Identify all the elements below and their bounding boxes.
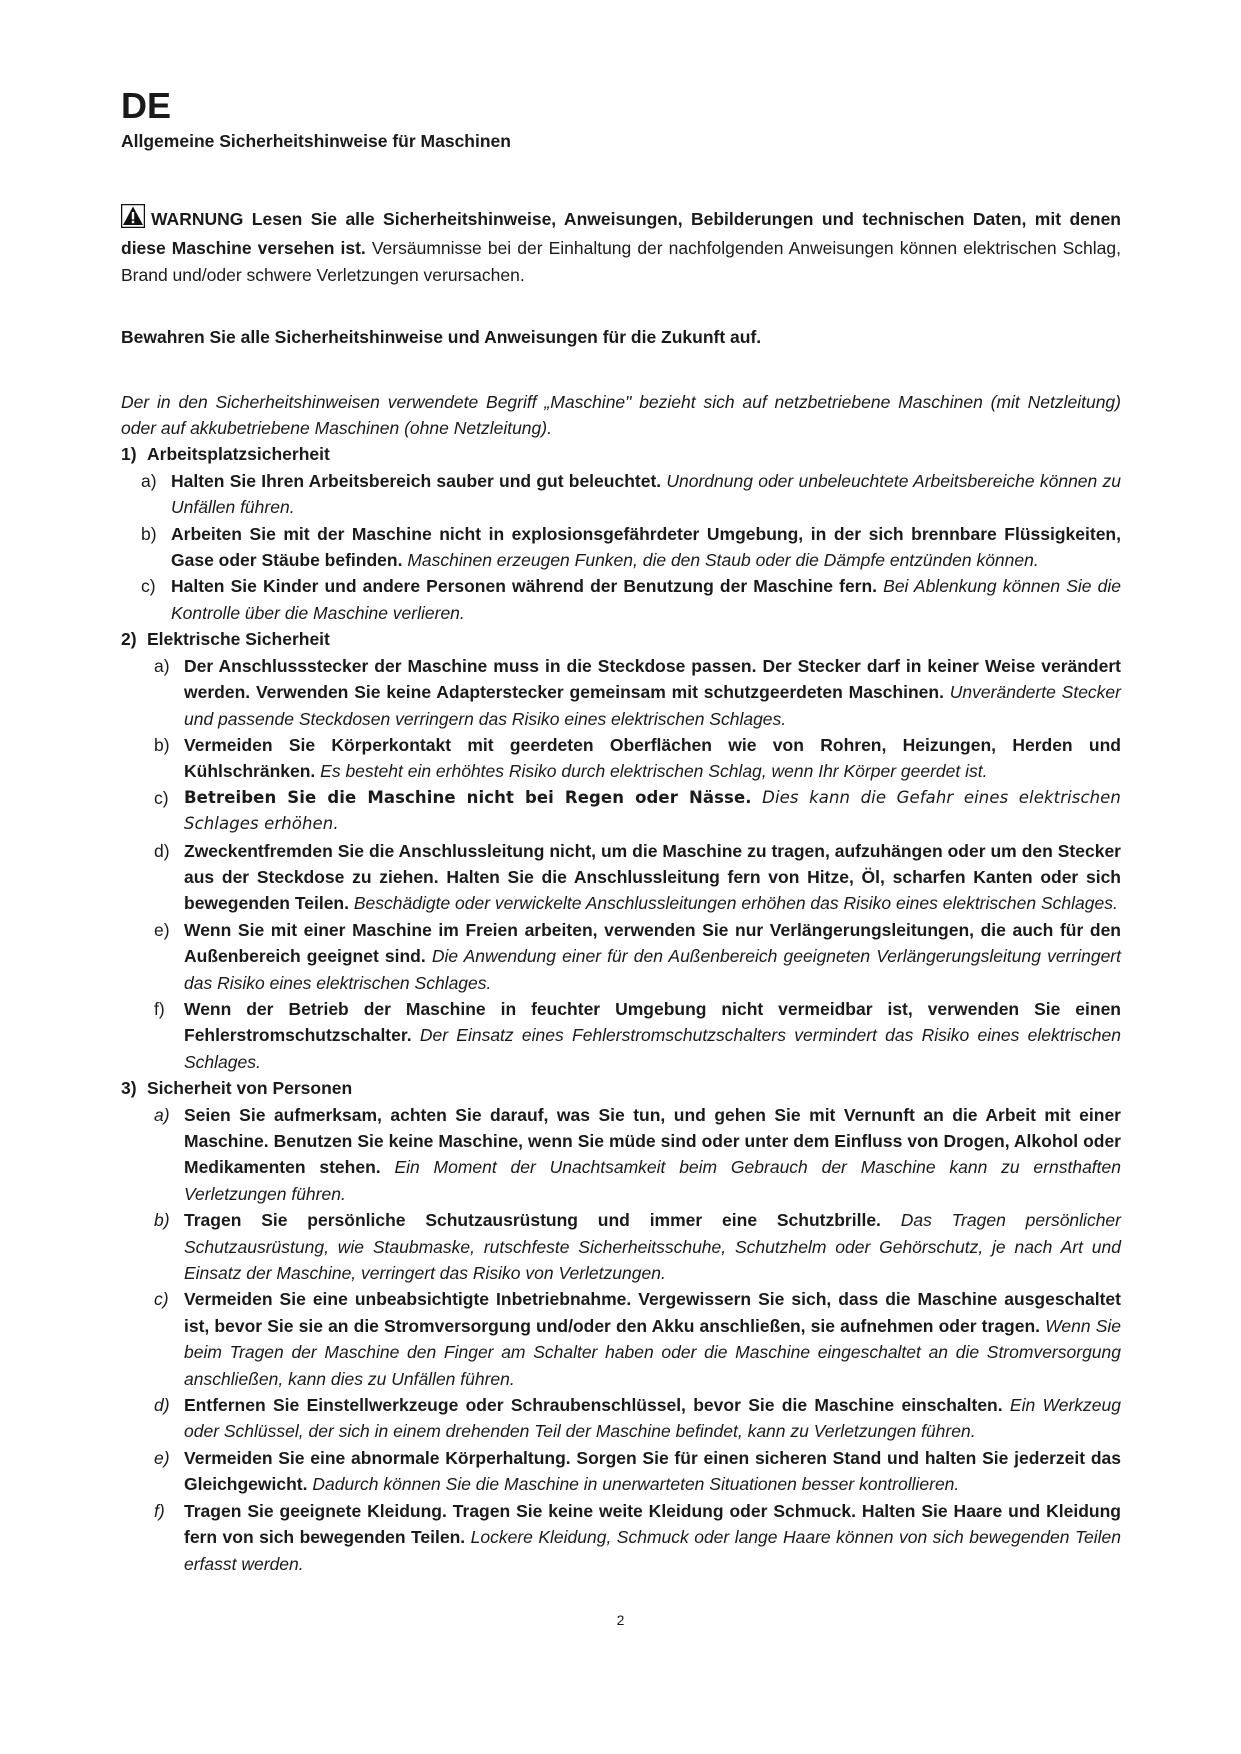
warning-normal-text: Versäumnisse bei der Einhaltung der nachfolgenden Anweisungen können elektrischen Schlag, Brand und/oder schwere Verletzungen verursachen. — [121, 238, 1121, 285]
list-item — [121, 521, 1121, 574]
list-item — [121, 1207, 1121, 1286]
item-letter: f) — [154, 998, 165, 1019]
item-letter: b) — [141, 523, 157, 544]
item-text — [184, 785, 1121, 838]
list-item — [121, 653, 1121, 732]
section-title-text: Elektrische Sicherheit — [147, 629, 330, 650]
item-bold-text: Vermeiden Sie Körperkontakt mit geerdeten Oberflächen wie von Rohren, Heizungen, Herden und Kühlschränken. — [184, 734, 1121, 782]
item-letter: b) — [154, 734, 170, 755]
item-bold-text: Vermeiden Sie eine unbeabsichtigte Inbetriebnahme. Vergewissern Sie sich, dass die Maschine ausgeschaltet ist, bevor Sie sie an die Stromversorgung und/oder den Akku anschließen, sie aufnehmen oder tragen. — [184, 1289, 1121, 1336]
item-letter: e) — [154, 1447, 170, 1468]
item-text — [171, 468, 1121, 521]
section-1 — [121, 441, 1121, 626]
section-title — [121, 1075, 1121, 1101]
item-italic-text: Wenn Sie beim Tragen der Maschine den Finger am Schalter haben oder die Maschine eingeschaltet an die Stromversorgung anschließen, kann dies zu Unfällen führen. — [184, 1315, 1121, 1389]
list-item — [121, 1392, 1121, 1445]
item-letter: d) — [154, 840, 170, 861]
section-number: 2) — [121, 629, 137, 650]
item-bold-text: Halten Sie Ihren Arbeitsbereich sauber und gut beleuchtet. — [171, 470, 662, 491]
section-items — [121, 468, 1121, 626]
list-item — [121, 732, 1121, 785]
item-text — [184, 1286, 1121, 1392]
item-text — [184, 1392, 1121, 1445]
item-italic-text: Bei Ablenkung können Sie die Kontrolle über die Maschine verlieren. — [171, 576, 1121, 623]
section-items — [121, 1102, 1121, 1577]
section-3 — [121, 1075, 1121, 1577]
list-item — [121, 1445, 1121, 1498]
item-italic-text: Ein Werkzeug oder Schlüssel, der sich in einem drehenden Teil der Maschine befindet, kann zu Verletzungen führen. — [184, 1395, 1121, 1442]
safety-sections — [121, 441, 1121, 1576]
item-text — [184, 1207, 1121, 1286]
item-letter: c) — [154, 787, 169, 808]
document-subtitle: Allgemeine Sicherheitshinweise für Maschinen — [121, 131, 511, 151]
item-italic-text: Die Anwendung einer für den Außenbereich geeigneten Verlängerungsleitung verringert das Risiko eines elektrischen Schlages. — [184, 946, 1121, 993]
section-title — [121, 441, 1121, 467]
item-bold-text: Entfernen Sie Einstellwerkzeuge oder Schraubenschlüssel, bevor Sie die Maschine einschalten. — [184, 1395, 1003, 1416]
item-letter: f) — [154, 1500, 165, 1521]
keep-instructions-note: Bewahren Sie alle Sicherheitshinweise und Anweisungen für die Zukunft auf. — [121, 327, 762, 348]
list-item — [121, 1286, 1121, 1392]
scope-note: Der in den Sicherheitshinweisen verwendete Begriff „Maschine" bezieht sich auf netzbetriebene Maschinen (mit Netzleitung) oder auf akkubetriebene Maschinen (ohne Netzleitung). — [121, 391, 1121, 439]
item-text — [184, 1445, 1121, 1498]
item-italic-text: Lockere Kleidung, Schmuck oder lange Haare können von sich bewegenden Teilen erfasst werden. — [184, 1527, 1121, 1574]
item-text — [171, 573, 1121, 626]
list-item — [121, 1102, 1121, 1208]
list-item — [121, 917, 1121, 996]
item-text — [184, 1102, 1121, 1208]
section-number: 1) — [121, 444, 137, 465]
item-italic-text: Unordnung oder unbeleuchtete Arbeitsbereiche können zu Unfällen führen. — [171, 470, 1121, 518]
item-bold-text: Halten Sie Kinder und andere Personen während der Benutzung der Maschine fern. — [171, 576, 878, 597]
item-bold-text: Wenn Sie mit einer Maschine im Freien arbeiten, verwenden Sie nur Verlängerungsleitungen, die auch für den Außenbereich geeignet sind. — [184, 919, 1121, 967]
list-item — [121, 468, 1121, 521]
list-item — [121, 838, 1121, 917]
item-italic-text: Unveränderte Stecker und passende Steckdosen verringern das Risiko eines elektrischen Schlages. — [184, 682, 1121, 729]
section-number: 3) — [121, 1078, 137, 1099]
item-bold-text: Tragen Sie geeignete Kleidung. Tragen Sie keine weite Kleidung oder Schmuck. Halten Sie Haare und Kleidung fern von sich bewegenden Teilen. — [184, 1500, 1121, 1548]
item-italic-text: Maschinen erzeugen Funken, die den Staub oder die Dämpfe entzünden können. — [402, 550, 1039, 571]
warning-paragraph — [121, 204, 1121, 288]
list-item — [121, 785, 1121, 838]
item-italic-text: Beschädigte oder verwickelte Anschlussleitungen erhöhen das Risiko eines elektrischen Schlages. — [349, 893, 1118, 914]
section-items — [121, 653, 1121, 1076]
item-text — [184, 732, 1121, 785]
item-text — [184, 1498, 1121, 1577]
page-content — [121, 84, 1121, 1577]
section-title — [121, 626, 1121, 652]
section-title-text: Arbeitsplatzsicherheit — [147, 444, 330, 465]
item-letter: a) — [141, 470, 157, 491]
item-letter: a) — [154, 1104, 170, 1125]
item-bold-text: Betreiben Sie die Maschine nicht bei Regen oder Nässe. — [184, 787, 752, 807]
item-italic-text: Dies kann die Gefahr eines elektrischen Schlages erhöhen. — [184, 787, 1121, 834]
item-bold-text: Vermeiden Sie eine abnormale Körperhaltung. Sorgen Sie für einen sicheren Stand und halten Sie jederzeit das Gleichgewicht. — [184, 1447, 1121, 1495]
item-bold-text: Tragen Sie persönliche Schutzausrüstung und immer eine Schutzbrille. — [184, 1210, 881, 1231]
item-bold-text: Zweckentfremden Sie die Anschlussleitung nicht, um die Maschine zu tragen, aufzuhängen oder um den Stecker aus der Steckdose zu ziehen. Halten Sie die Anschlussleitung fern von Hitze, Öl, scharfen Kanten oder sich bewegenden Teilen. — [184, 840, 1121, 914]
item-letter: c) — [154, 1289, 169, 1310]
item-text — [171, 521, 1121, 574]
item-letter: b) — [154, 1210, 170, 1231]
item-italic-text: Das Tragen persönlicher Schutzausrüstung, wie Staubmaske, rutschfeste Sicherheitsschuhe, Schutzhelm oder Gehörschutz, je nach Art und Einsatz der Maschine, verringert das Risiko von Verletzungen. — [184, 1210, 1121, 1284]
item-italic-text: Der Einsatz eines Fehlerstromschutzschalters vermindert das Risiko eines elektrischen Schlages. — [184, 1025, 1121, 1072]
list-item — [121, 573, 1121, 626]
item-text — [184, 917, 1121, 996]
item-text — [184, 996, 1121, 1075]
item-letter: c) — [141, 576, 156, 597]
section-2 — [121, 626, 1121, 1075]
item-italic-text: Dadurch können Sie die Maschine in unerwarteten Situationen besser kontrollieren. — [307, 1474, 960, 1495]
page-number: 2 — [616, 1612, 625, 1628]
item-bold-text: Der Anschlussstecker der Maschine muss in die Steckdose passen. Der Stecker darf in keiner Weise verändert werden. Verwenden Sie keine Adapterstecker gemeinsam mit schutzgeerdeten Maschinen. — [184, 655, 1121, 703]
item-bold-text: Wenn der Betrieb der Maschine in feuchter Umgebung nicht vermeidbar ist, verwenden Sie einen Fehlerstromschutzschalter. — [184, 998, 1121, 1046]
language-heading: DE — [121, 85, 172, 126]
warning-bold-text: WARNUNG Lesen Sie alle Sicherheitshinweise, Anweisungen, Bebilderungen und technischen Daten, mit denen diese Maschine versehen ist. — [121, 209, 1121, 259]
item-bold-text: Seien Sie aufmerksam, achten Sie darauf, was Sie tun, und gehen Sie mit Vernunft an die Arbeit mit einer Maschine. Benutzen Sie keine Maschine, wenn Sie müde sind oder unter dem Einfluss von Drogen, Alkohol oder Medikamenten stehen. — [184, 1104, 1121, 1178]
item-letter: d) — [154, 1395, 170, 1416]
item-bold-text: Arbeiten Sie mit der Maschine nicht in explosionsgefährdeter Umgebung, in der sich brennbare Flüssigkeiten, Gase oder Stäube befinden. — [171, 523, 1121, 571]
section-title-text: Sicherheit von Personen — [147, 1078, 353, 1099]
list-item — [121, 1498, 1121, 1577]
item-italic-text: Ein Moment der Unachtsamkeit beim Gebrauch der Maschine kann zu ernsthaften Verletzungen führen. — [184, 1157, 1121, 1204]
item-letter: a) — [154, 655, 170, 676]
item-text — [184, 838, 1121, 917]
warning-triangle-icon — [121, 204, 145, 235]
item-letter: e) — [154, 919, 170, 940]
list-item — [121, 996, 1121, 1075]
item-text — [184, 653, 1121, 732]
item-italic-text: Es besteht ein erhöhtes Risiko durch elektrischen Schlag, wenn Ihr Körper geerdet ist. — [315, 761, 988, 782]
